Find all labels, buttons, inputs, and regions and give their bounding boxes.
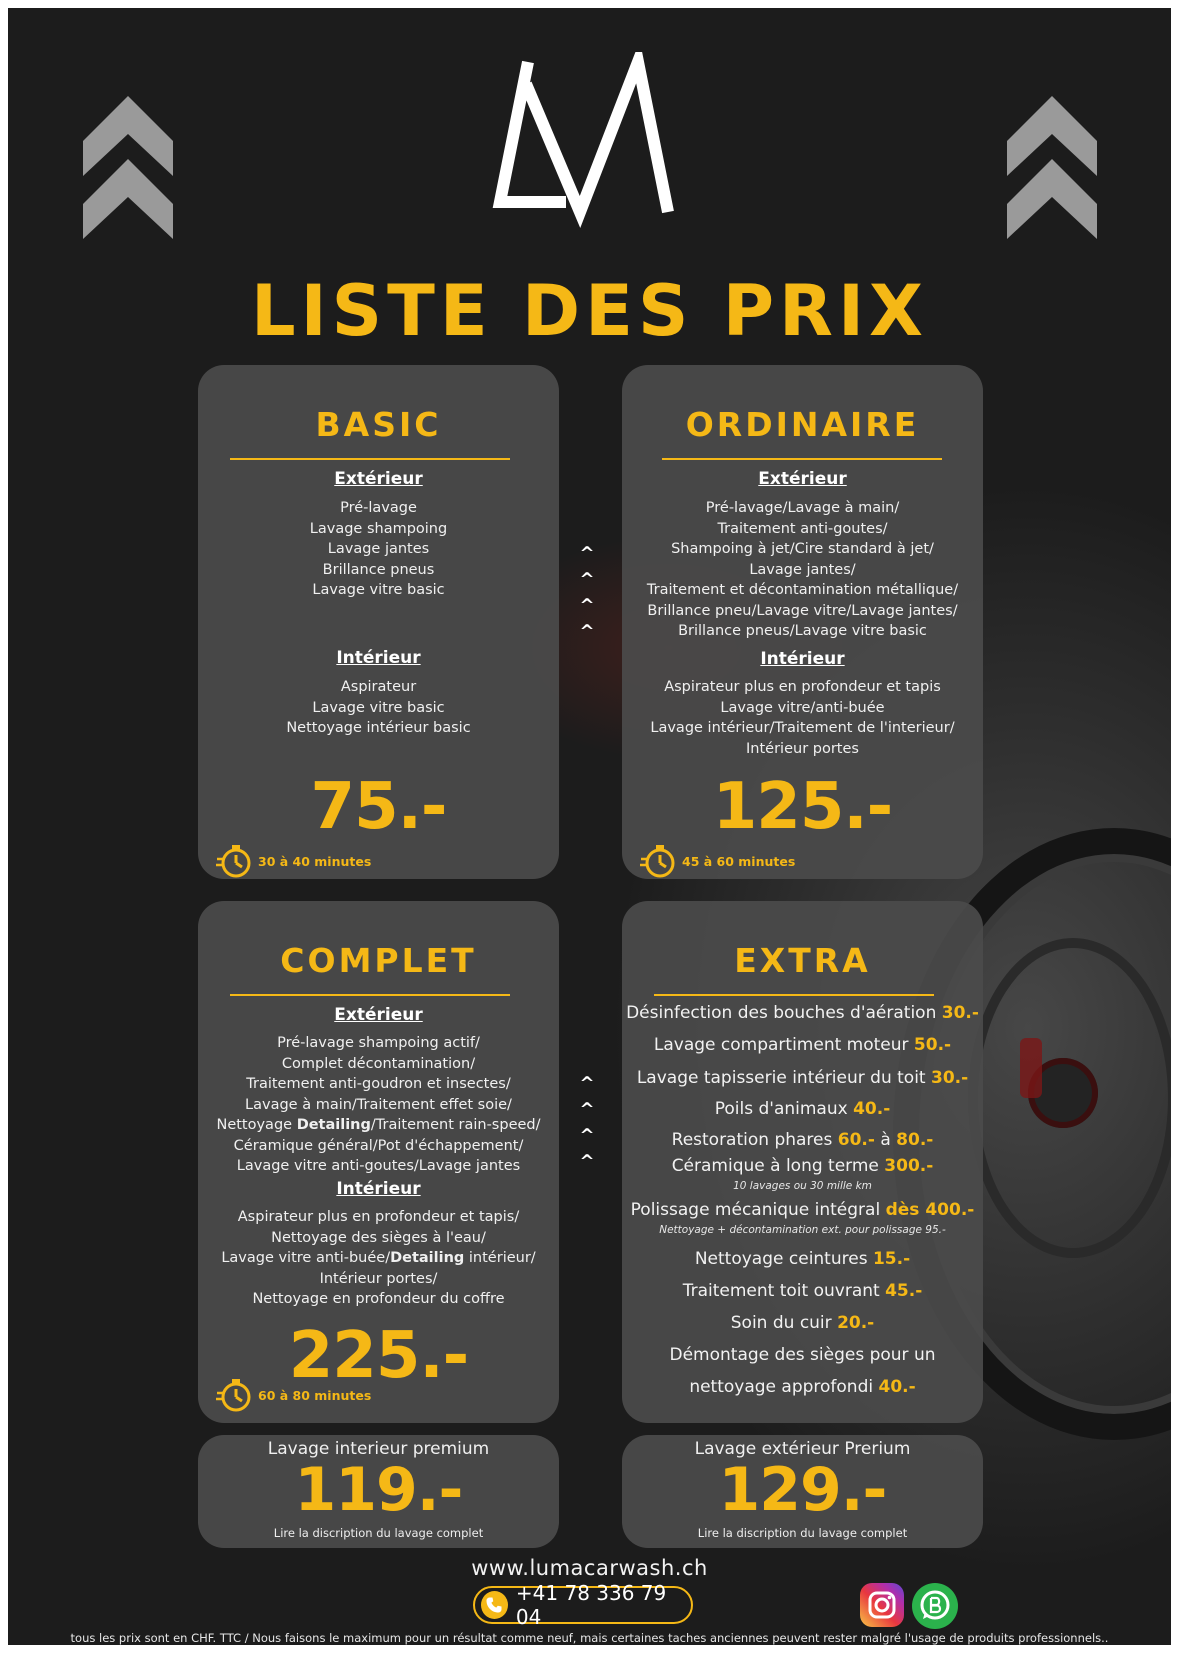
service-line: Lavage vitre/anti-buée	[720, 699, 885, 716]
service-line: Aspirateur plus en profondeur et tapis	[664, 679, 941, 695]
phone-number: +41 78 336 79 04	[515, 1581, 667, 1629]
service-line: Brillance pneus	[322, 561, 435, 578]
extra-option: Restoration phares 60.- à 80.-	[671, 1130, 934, 1150]
service-line: Complet décontamination/	[281, 1055, 476, 1072]
extra-option-price: dès 400.-	[885, 1200, 975, 1220]
package-price: 225.-	[288, 1319, 469, 1393]
premium-label: Lavage interieur premium	[267, 1439, 490, 1459]
premium-label: Lavage extérieur Prerium	[694, 1439, 911, 1459]
extra-option	[616, 1155, 989, 1177]
exterior-list	[198, 498, 559, 601]
chevron-up-icon: ^	[579, 1125, 595, 1146]
extra-option-label: nettoyage approfondi	[689, 1377, 879, 1397]
premium-interior-card	[198, 1435, 559, 1548]
package-ordinaire-card	[622, 365, 983, 879]
premium-price: 129.-	[718, 1455, 887, 1525]
extra-option-label: Traitement toit ouvrant	[682, 1281, 886, 1301]
extra-option-note: Nettoyage + décontamination ext. pour polissage 95.-	[659, 1224, 946, 1236]
double-chevron-up-icon	[83, 96, 173, 246]
extra-option	[616, 1307, 989, 1339]
extra-option	[616, 997, 989, 1029]
chevron-up-icon: ^	[579, 543, 595, 564]
extra-option	[616, 1275, 989, 1307]
stopwatch-icon	[640, 843, 676, 879]
service-line: Shampoing à jet/Cire standard à jet/	[671, 541, 934, 557]
service-line: Lavage vitre basic	[312, 582, 445, 598]
duration-row	[216, 1377, 371, 1413]
service-line: Traitement anti-goudron et insectes/	[246, 1076, 511, 1092]
duration-row	[640, 843, 795, 879]
extra-option-label: Démontage des sièges pour un	[669, 1345, 936, 1365]
section-heading-exterior: Extérieur	[334, 1005, 423, 1025]
extra-option	[616, 1243, 989, 1275]
website-link[interactable]: www.lumacarwash.ch	[471, 1556, 708, 1580]
interior-list	[622, 677, 983, 759]
chevron-up-icon: ^	[579, 595, 595, 616]
premium-note: Lire la discription du lavage complet	[697, 1526, 908, 1540]
exterior-list	[198, 1033, 559, 1177]
title-divider	[230, 458, 510, 460]
service-line: Pré-lavage shampoing actif/	[277, 1035, 480, 1051]
extra-option-price: 300.-	[884, 1156, 934, 1176]
extra-option-price: 30.-	[941, 1003, 979, 1023]
service-line: Lavage jantes/	[749, 561, 856, 578]
service-line: Traitement et décontamination métallique/	[646, 582, 959, 598]
package-complet-card	[198, 901, 559, 1423]
premium-exterior-card	[622, 1435, 983, 1548]
phone-icon	[481, 1591, 508, 1619]
extra-option-note: 10 lavages ou 30 mille km	[733, 1180, 872, 1192]
service-line: Lavage à main/Traitement effet soie/	[245, 1096, 512, 1113]
interior-list	[198, 1207, 559, 1310]
duration-text: 45 à 60 minutes	[682, 853, 796, 869]
extra-option-label: Lavage compartiment moteur	[653, 1035, 914, 1055]
chevron-up-icon: ^	[579, 621, 595, 642]
chevron-up-icon: ^	[579, 1073, 595, 1094]
package-title: EXTRA	[734, 941, 871, 980]
extra-option	[616, 1094, 989, 1125]
service-line: Traitement anti-goutes/	[717, 520, 888, 537]
service-line: Brillance pneu/Lavage vitre/Lavage jantes/	[647, 602, 958, 619]
exterior-list	[622, 498, 983, 642]
service-line: Aspirateur plus en profondeur et tapis/	[237, 1209, 520, 1225]
instagram-icon[interactable]	[860, 1583, 904, 1627]
extra-option	[616, 1029, 989, 1062]
service-line: Nettoyage en profondeur du coffre	[252, 1291, 505, 1307]
service-line: Lavage vitre anti-goutes/Lavage jantes	[236, 1158, 521, 1174]
price-poster	[8, 8, 1171, 1645]
extra-option-price: 60.-	[837, 1130, 875, 1150]
whatsapp-business-icon[interactable]	[912, 1583, 958, 1629]
upgrade-arrows	[575, 541, 599, 645]
service-line: Nettoyage intérieur basic	[286, 720, 471, 736]
service-line: Lavage intérieur/Traitement de l'interieur/	[650, 720, 955, 736]
duration-text: 30 à 40 minutes	[258, 853, 372, 869]
stopwatch-icon	[216, 1377, 252, 1413]
duration-text: 60 à 80 minutes	[258, 1387, 372, 1403]
package-title: COMPLET	[280, 941, 477, 980]
extra-option-label: Céramique à long terme	[671, 1156, 885, 1176]
title-divider	[230, 994, 510, 996]
section-heading-interior: Intérieur	[336, 648, 421, 668]
extra-option-price: 40.-	[878, 1377, 916, 1397]
extra-option-label: Poils d'animaux	[714, 1099, 854, 1119]
phone-button[interactable]	[473, 1581, 693, 1629]
footer-disclaimer: tous les prix sont en CHF. TTC / Nous faisons le maximum pour un résultat comme neuf, mais certaines taches anciennes peuvent rester malgré l'usage de produits professionnels..	[70, 1631, 1109, 1645]
extra-option-price: 80.-	[896, 1130, 934, 1150]
lm-logo-icon	[488, 52, 688, 232]
service-line: Lavage vitre basic	[312, 699, 445, 716]
service-line: Nettoyage Detailing/Traitement rain-speed/	[216, 1117, 541, 1133]
double-chevron-up-icon	[1007, 96, 1097, 246]
extra-option	[616, 1062, 989, 1094]
extra-option-price: 45.-	[885, 1281, 923, 1301]
extra-option-price: 20.-	[837, 1313, 875, 1333]
service-line: Lavage vitre anti-buée/Detailing intérieur/	[221, 1250, 536, 1266]
extra-option	[616, 1339, 989, 1371]
section-heading-interior: Intérieur	[336, 1179, 421, 1199]
service-line: Pré-lavage/Lavage à main/	[705, 500, 900, 516]
extra-option-price: 40.-	[853, 1099, 891, 1119]
extra-option-price: 15.-	[872, 1249, 911, 1269]
premium-price: 119.-	[294, 1455, 463, 1525]
service-line: Intérieur portes/	[319, 1270, 438, 1287]
extra-option-label: Nettoyage ceintures	[694, 1249, 873, 1269]
title-divider	[654, 994, 934, 996]
extra-option	[616, 1371, 989, 1403]
interior-list	[198, 677, 559, 739]
chevron-up-icon: ^	[579, 569, 595, 590]
premium-note: Lire la discription du lavage complet	[273, 1526, 484, 1540]
section-heading-exterior: Extérieur	[758, 469, 847, 489]
service-line: Lavage shampoing	[309, 520, 448, 537]
title-divider	[662, 458, 942, 460]
extra-option-label: Lavage tapisserie intérieur du toit	[636, 1068, 931, 1088]
upgrade-arrows	[575, 1071, 599, 1175]
extra-option	[616, 1199, 989, 1221]
package-basic-card	[198, 365, 559, 879]
service-line: Céramique général/Pot d'échappement/	[233, 1137, 524, 1154]
chevron-up-icon: ^	[579, 1151, 595, 1172]
package-title: ORDINAIRE	[685, 405, 920, 444]
package-extra-card	[622, 901, 983, 1423]
service-line: Aspirateur	[340, 679, 417, 695]
chevron-up-icon: ^	[579, 1099, 595, 1120]
package-price: 75.-	[310, 770, 447, 844]
service-line: Pré-lavage	[340, 500, 417, 516]
page-title: LISTE DES PRIX	[251, 270, 928, 352]
duration-row	[216, 843, 371, 879]
extra-option-price: 30.-	[930, 1068, 969, 1088]
extra-option-label: Polissage mécanique intégral	[630, 1200, 886, 1220]
brake-caliper-background	[1020, 1038, 1042, 1098]
extra-options-list	[616, 997, 989, 1403]
section-heading-exterior: Extérieur	[334, 469, 423, 489]
extra-option-price: 50.-	[913, 1035, 952, 1055]
service-line: Intérieur portes	[746, 740, 859, 757]
package-title: BASIC	[315, 405, 442, 444]
package-price: 125.-	[712, 770, 893, 844]
stopwatch-icon	[216, 843, 252, 879]
service-line: Lavage jantes	[327, 541, 430, 557]
section-heading-interior: Intérieur	[760, 649, 845, 669]
extra-option-label: Restoration phares	[671, 1130, 838, 1150]
service-line: Brillance pneus/Lavage vitre basic	[678, 623, 927, 639]
extra-option-label: Soin du cuir	[730, 1313, 838, 1333]
extra-option-label: Désinfection des bouches d'aération	[626, 1003, 942, 1023]
service-line: Nettoyage des sièges à l'eau/	[271, 1229, 486, 1246]
